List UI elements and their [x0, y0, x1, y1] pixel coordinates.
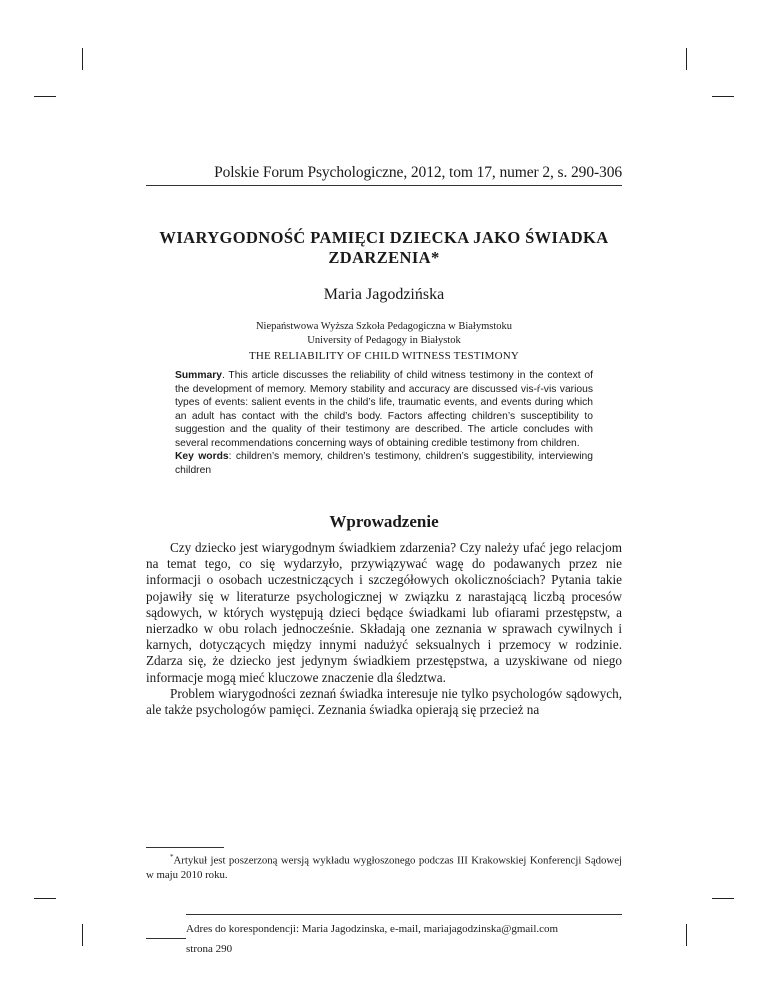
crop-mark: [34, 96, 56, 97]
summary-label: Summary: [175, 370, 222, 381]
crop-mark: [82, 48, 83, 70]
affiliation: [146, 320, 622, 347]
correspondence-address: Adres do korespondencji: Maria Jagodzinska, e-mail, mariajagodzinska@gmail.com: [186, 923, 559, 935]
keywords-label: Key words: [175, 451, 229, 462]
footnote-marker: *: [170, 853, 174, 861]
crop-mark: [34, 898, 56, 899]
english-title: THE RELIABILITY OF CHILD WITNESS TESTIMONY: [248, 350, 520, 362]
footnote-rule: [146, 847, 224, 848]
section-heading: Wprowadzenie: [329, 512, 439, 531]
running-header: Polskie Forum Psychologiczne, 2012, tom 17, numer 2, s. 290-306: [214, 164, 622, 181]
body-paragraph: Czy dziecko jest wiarygodnym świadkiem zdarzenia? Czy należy ufać jego relacjom na temat tego, co się wydarzyło, przywiązywać wagę do podawanych przez nie informacji o osobach uczestniczących i szczegółowych okolicznościach? Pytania takie pojawiły się w literaturze psychologicznej w związku z narastającą liczbą procesów sądowych, w których występują dzieci będące świadkami lub ofiarami przestępstw, a nierzadko w obu rolach jednocześnie. Składają one zeznania w sprawach cywilnych i karnych, dotyczących między innymi nadużyć seksualnych i przemocy w rodzinie. Zdarza się, że dziecko jest jedynym świadkiem przestępstwa, a uzyskiwane od niego informacje mogą mieć kluczowe znaczenie dla śledztwa.: [146, 540, 622, 685]
crop-mark: [82, 924, 83, 946]
footnote-text: Artykuł jest poszerzoną wersją wykładu wygłoszonego podczas III Krakowskiej Konferencji Sądowej w maju 2010 roku.: [146, 854, 622, 881]
summary-text: . This article discusses the reliability of child witness testimony in the context of the development of memory. Memory stability and accuracy are discussed vis-ŕ-vis various types of events: salient events in the child’s life, traumatic events, and events during which an adult has contact with the child’s body. Factors affecting children’s susceptibility to suggestion and the quality of their testimony are described. The article concludes with several recommendations concerning ways of obtaining credible testimony from children.: [175, 370, 593, 449]
summary-paragraph: [175, 369, 593, 450]
correspondence-rule: [186, 914, 622, 915]
body-paragraph: Problem wiarygodności zeznań świadka interesuje nie tylko psychologów sądowych, ale także psychologów pamięci. Zeznania świadka opierają się przecież na: [146, 685, 622, 718]
crop-mark: [686, 48, 687, 70]
crop-mark: [712, 96, 734, 97]
footnote: [146, 850, 622, 882]
affiliation-polish: Niepaństwowa Wyższa Szkoła Pedagogiczna w Białymstoku: [255, 321, 513, 332]
keywords-paragraph: [175, 450, 593, 477]
title-line-1: WIARYGODNOŚĆ PAMIĘCI DZIECKA JAKO ŚWIADKA: [159, 228, 609, 247]
header-rule: [146, 185, 622, 186]
title-line-2: ZDARZENIA*: [328, 248, 440, 267]
summary-block: [175, 369, 593, 477]
keywords-text: : children’s memory, children’s testimony, children’s suggestibility, interviewing children: [175, 451, 593, 476]
page-number: strona 290: [186, 943, 233, 955]
article-title: [146, 228, 622, 268]
page-number-rule: [146, 938, 186, 939]
body-text: [146, 540, 622, 718]
author-name: Maria Jagodzińska: [323, 286, 445, 303]
affiliation-english: University of Pedagogy in Białystok: [307, 334, 461, 346]
crop-mark: [712, 898, 734, 899]
crop-mark: [686, 924, 687, 946]
